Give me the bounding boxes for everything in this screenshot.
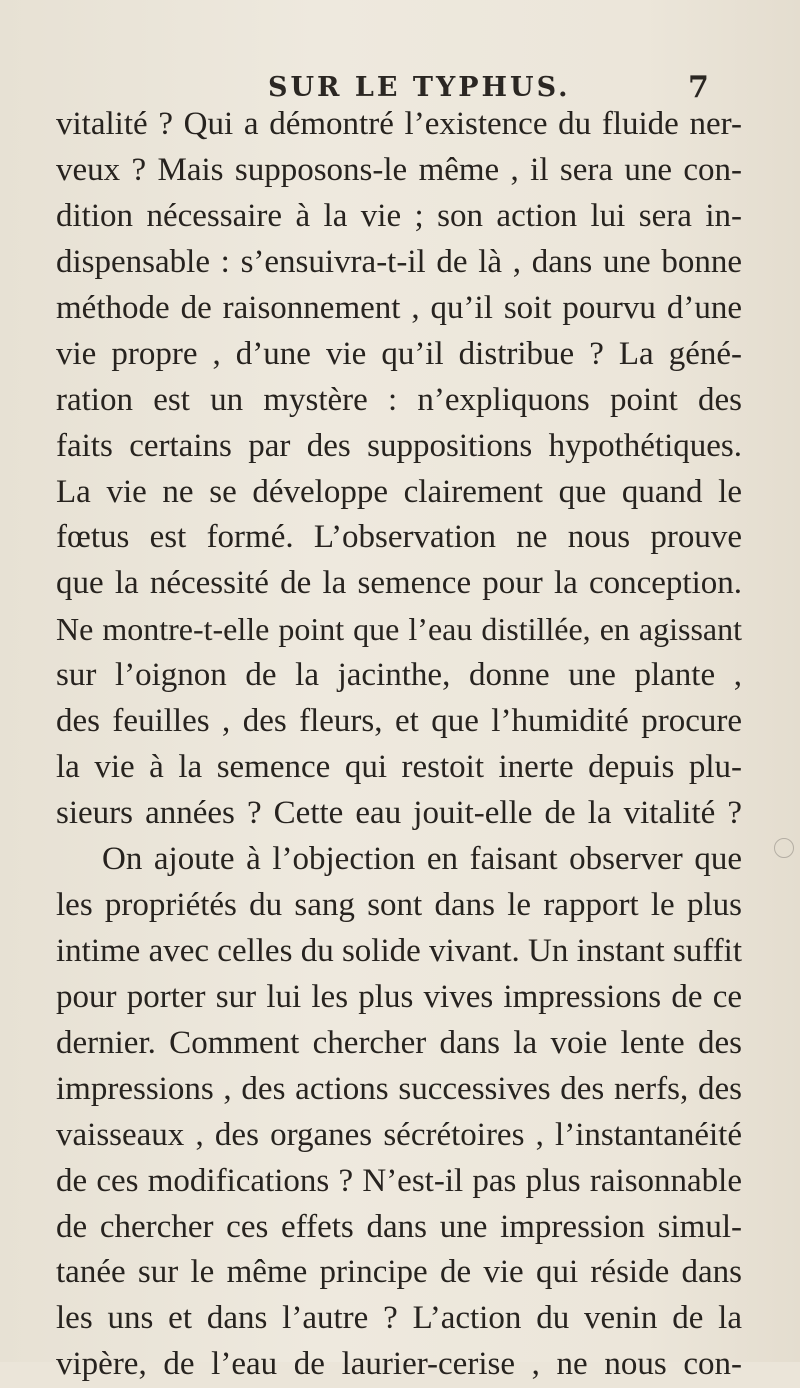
text-line: les propriétés du sang sont dans le rapport le plus — [56, 886, 742, 923]
text-line: ration est un mystère : n’expliquons point des — [56, 381, 742, 418]
text-line: pour porter sur lui les plus vives impressions de ce — [56, 978, 742, 1015]
text-line: fœtus est formé. L’observation ne nous prouve — [56, 519, 742, 556]
text-line: vitalité ? Qui a démontré l’existence du fluide ner- — [56, 106, 742, 142]
text-line: vie propre , d’une vie qu’il distribue ? La géné- — [56, 335, 742, 372]
text-line: sur l’oignon de la jacinthe, donne une plante , — [56, 657, 742, 694]
text-line: Ne montre-t-elle point que l’eau distillée, en agissant — [56, 611, 742, 648]
page-number: 7 — [688, 70, 709, 105]
text-line: méthode de raisonnement , qu’il soit pourvu d’une — [56, 289, 742, 326]
text-line: faits certains par des suppositions hypothétiques. — [56, 427, 742, 464]
text-line: des feuilles , des fleurs, et que l’humidité procure — [56, 703, 742, 740]
text-line: dition nécessaire à la vie ; son action lui sera in- — [56, 197, 742, 234]
text-line: La vie ne se développe clairement que quand le — [56, 473, 742, 510]
text-line: de chercher ces effets dans une impression simul- — [56, 1208, 742, 1245]
text-line: vaisseaux , des organes sécrétoires , l’instantanéité — [56, 1116, 742, 1153]
text-line: que la nécessité de la semence pour la conception. — [56, 565, 742, 602]
text-line: impressions , des actions successives des nerfs, des — [56, 1070, 742, 1107]
margin-stain — [774, 838, 794, 858]
text-line: dispensable : s’ensuivra-t-il de là , dans une bonne — [56, 243, 742, 280]
text-line: la vie à la semence qui restoit inerte depuis plu- — [56, 749, 742, 786]
paragraph-start-line: On ajoute à l’objection en faisant observer que — [102, 841, 742, 877]
text-line: veux ? Mais supposons-le même , il sera une con- — [56, 151, 742, 188]
text-line: intime avec celles du solide vivant. Un instant suffit — [56, 932, 742, 969]
text-line: dernier. Comment chercher dans la voie lente des — [56, 1024, 742, 1061]
running-head-title: SUR LE TYPHUS. — [268, 72, 571, 103]
body-text — [56, 102, 742, 1388]
text-line: sieurs années ? Cette eau jouit-elle de la vitalité ? — [56, 795, 742, 832]
text-line: vipère, de l’eau de laurier-cerise , ne nous con- — [56, 1346, 742, 1383]
text-line: les uns et dans l’autre ? L’action du venin de la — [56, 1300, 742, 1337]
text-line: de ces modifications ? N’est-il pas plus raisonnable — [56, 1162, 742, 1199]
text-line: tanée sur le même principe de vie qui réside dans — [56, 1254, 742, 1291]
